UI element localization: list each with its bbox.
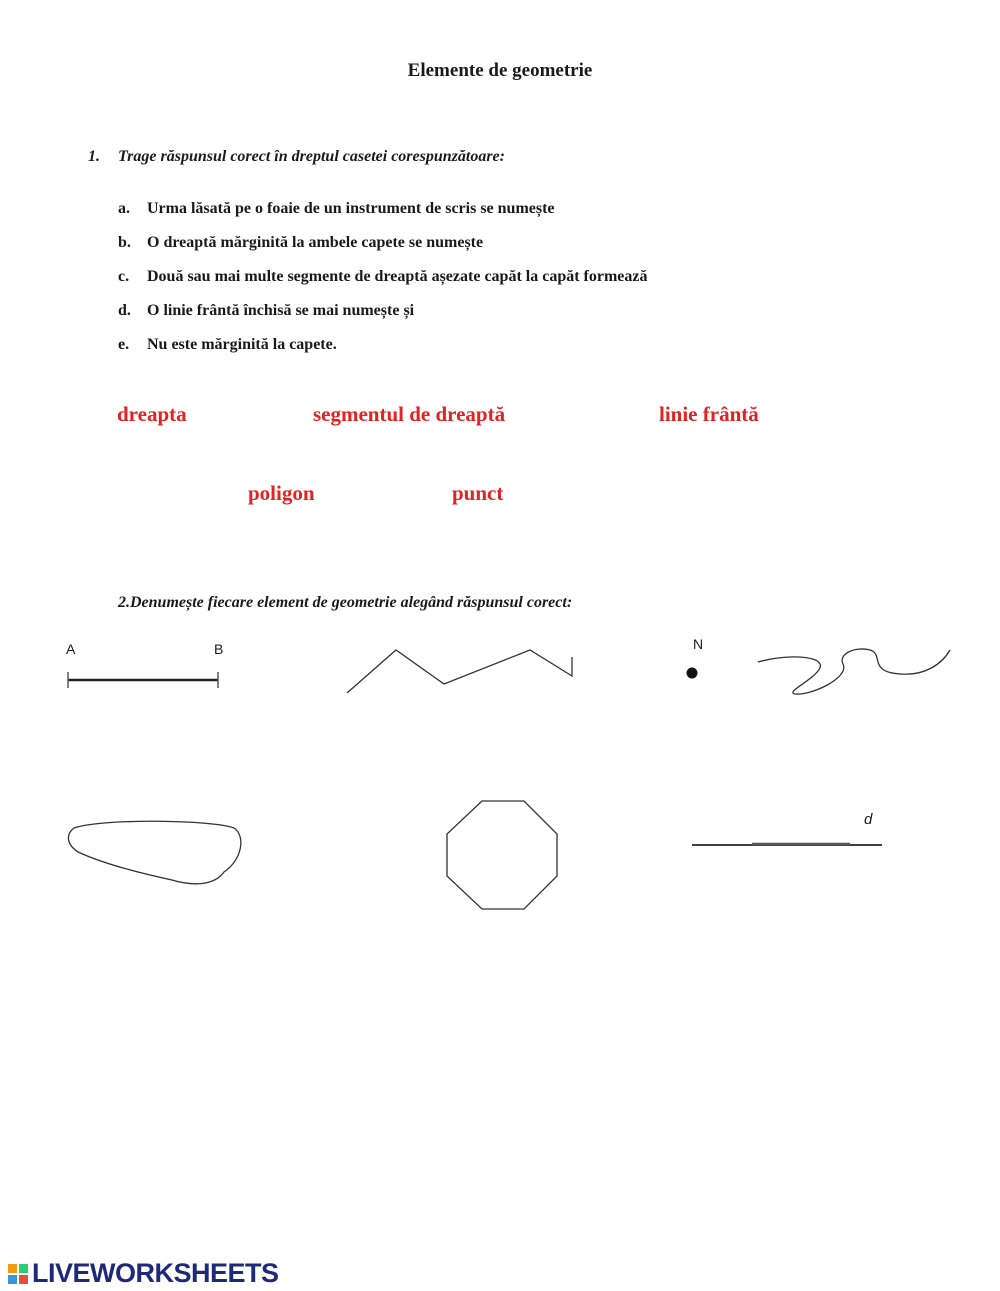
question-text: O dreaptă mărginită la ambele capete se numește [147, 234, 484, 251]
logo-text: LIVEWORKSHEETS [32, 1258, 279, 1288]
segment-label-b: B [214, 641, 224, 657]
point-label-n: N [693, 636, 704, 652]
question-c [118, 268, 648, 286]
question-text: Urma lăsată pe o foaie de un instrument de scris se numește [147, 200, 555, 217]
question-text: Două sau mai multe segmente de dreaptă așezate capăt la capăt formează [147, 268, 648, 285]
curved-line-figure [750, 640, 960, 705]
answer-linie-franta[interactable]: linie frântă [659, 402, 759, 426]
question-b [118, 234, 483, 252]
question-text: O linie frântă închisă se mai numește și [147, 302, 415, 319]
question-text: Nu este mărginită la capete. [147, 336, 337, 353]
question-letter: b. [118, 234, 131, 251]
segment-figure [60, 668, 230, 692]
exercise-1-instruction-text: Trage răspunsul corect în dreptul casetei corespunzătoare: [118, 148, 505, 165]
question-letter: a. [118, 200, 130, 217]
point-figure [682, 664, 702, 684]
line-label-d: d [864, 811, 873, 828]
line-figure [688, 836, 888, 852]
answer-segmentul-de-dreapta[interactable]: segmentul de dreaptă [313, 402, 506, 426]
segment-label-a: A [66, 641, 76, 657]
exercise-2-instruction: 2.Denumește fiecare element de geometrie alegând răspunsul corect: [118, 594, 573, 611]
question-letter: c. [118, 268, 130, 285]
page-title: Elemente de geometrie [407, 60, 593, 81]
liveworksheets-logo [8, 1258, 279, 1289]
exercise-1-instruction [88, 148, 505, 166]
octagon-figure [440, 794, 564, 918]
logo-mark-icon [8, 1264, 28, 1284]
closed-curve-figure [64, 816, 248, 890]
question-a [118, 200, 555, 218]
broken-line-figure [340, 640, 580, 700]
question-letter: d. [118, 302, 131, 319]
answer-poligon[interactable]: poligon [248, 481, 315, 505]
exercise-1-number: 1. [88, 148, 100, 165]
answer-dreapta[interactable]: dreapta [117, 402, 187, 426]
question-d [118, 302, 414, 320]
answer-punct[interactable]: punct [452, 481, 504, 505]
question-letter: e. [118, 336, 130, 353]
question-e [118, 336, 337, 354]
